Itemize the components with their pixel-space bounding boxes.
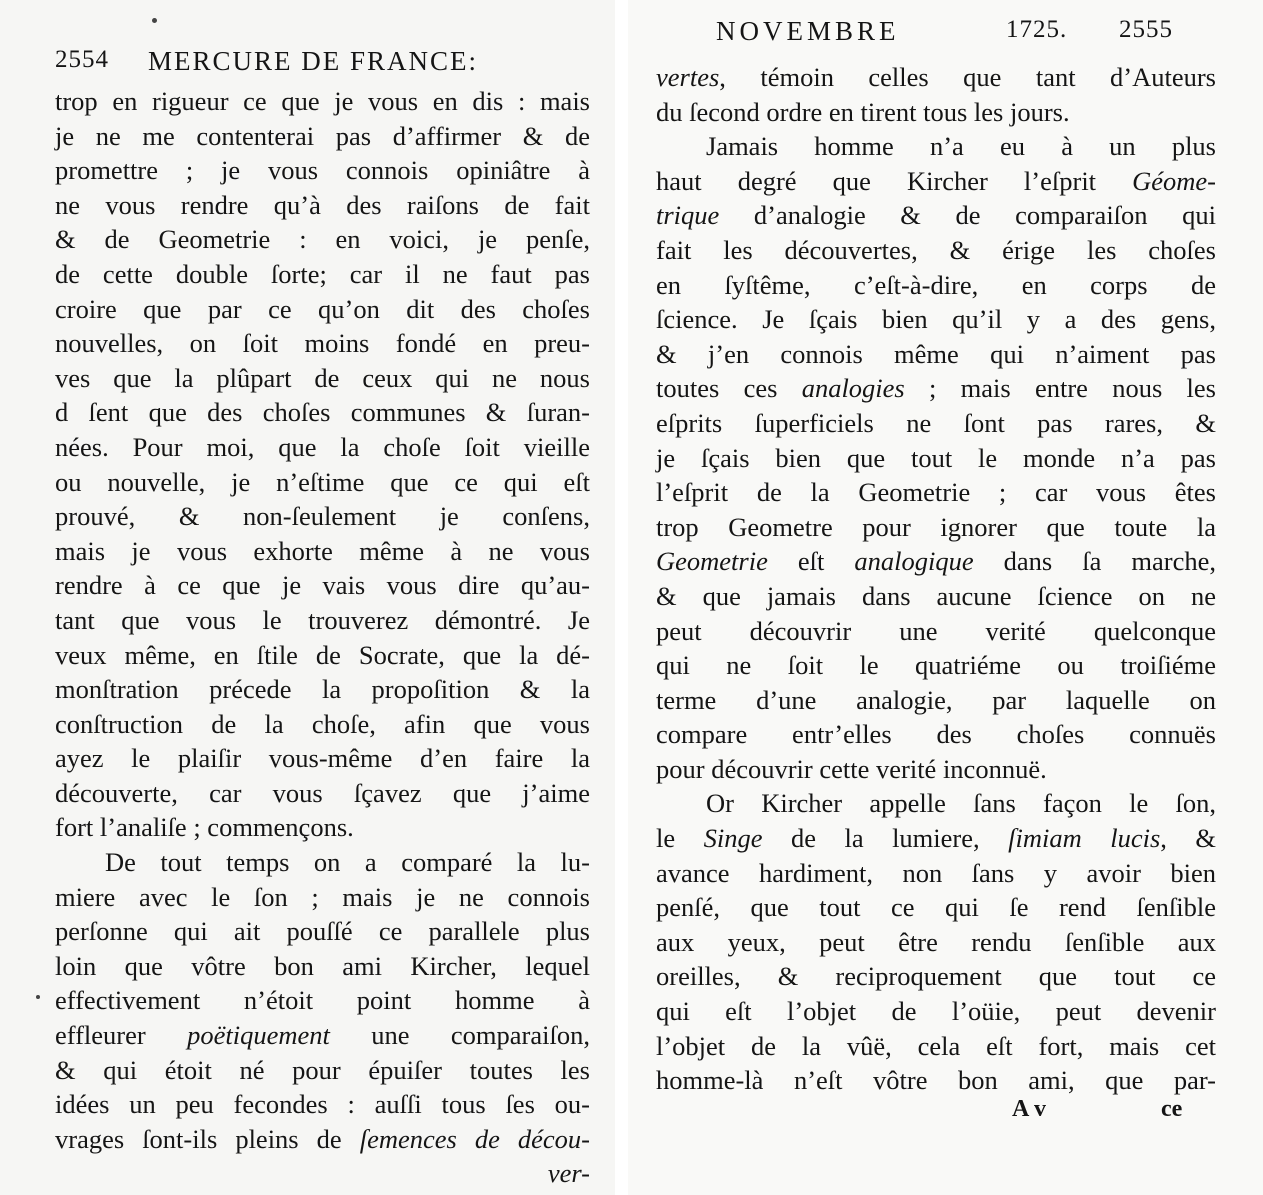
italic-term: poëtiquement [187,1020,330,1051]
text-line: homme-là n’eſt vôtre bon ami, que par- [656,1065,1216,1096]
text-line: nouvelles, on ſoit moins fondé en preu- [55,328,590,359]
text-line: conſtruction de la choſe, afin que vous [55,708,590,739]
text-line: monſtration précede la propoſition & la [55,674,590,705]
text-line: ayez le plaiſir vous-même d’en faire la [55,743,590,774]
italic-term: vertes [656,62,720,92]
line-segment: ; mais entre nous les [904,373,1216,404]
text-line: rendre à ce que je vais vous dire qu’au- [55,570,590,601]
running-title-right: NOVEMBRE [716,16,900,46]
text-line [656,60,1216,95]
text-line: & qui étoit né pour épuiſer toutes les [55,1054,590,1085]
text-line: qui eſt l’objet de l’oüie, peut devenir [656,996,1216,1027]
text-line: ves que la plûpart de ceux qui ne nous [55,362,590,393]
text-line: miere avec le ſon ; mais je ne connois [55,881,590,912]
line-segment: toutes ces [656,373,802,404]
paragraph-start-line: De tout temps on a comparé la lu- [105,847,590,878]
text-line: mais je vous exhorte même à ne vous [55,535,590,566]
line-segment: vrages ſont-ils pleins de [55,1123,360,1154]
text-line: croire que par ce qu’on dit des choſes [55,293,590,324]
text-line [656,821,1216,856]
text-line: pour découvrir cette verité inconnuë. [656,753,1047,784]
text-line [656,198,1216,233]
right-page-text [656,60,1216,1098]
running-year: 1725. [1006,16,1068,43]
text-line: ne vous rendre qu’à des raiſons de fait [55,189,590,220]
text-line: effectivement n’étoit point homme à [55,985,590,1016]
line-segment: , & [1160,823,1217,854]
line-segment: de la lumiere, [762,823,1009,854]
page-number-right: 2555 [1119,16,1173,43]
text-line: peut découvrir une verité quelconque [656,615,1216,646]
text-line: perſonne qui ait pouſſé ce parallele plus [55,916,590,947]
text-line [656,371,1216,406]
text-line: oreilles, & reciproquement que tout ce [656,961,1216,992]
line-segment: d’analogie & de comparaiſon qui [719,200,1216,231]
ink-speck [152,18,157,23]
text-line [55,1018,590,1053]
text-line: d ſent que des choſes communes & ſuran- [55,397,590,428]
line-segment: eſt [767,546,855,577]
line-segment: haut degré que Kircher l’eſprit [656,165,1133,196]
italic-term: Géome- [1132,165,1216,196]
text-line: promettre ; je vous connois opiniâtre à [55,155,590,186]
text-line: ſcience. Je ſçais bien qu’il y a des gens, [656,304,1216,335]
text-line: trop en rigueur ce que je vous en dis : mais [55,86,590,116]
text-line: trop Geometre pour ignorer que toute la [656,511,1216,542]
text-line: en ſyſtême, c’eſt-à-dire, en corps de [656,269,1216,300]
text-line: je ſçais bien que tout le monde n’a pas [656,442,1216,473]
page-gutter [615,0,628,1195]
line-segment: dans ſa marche, [973,546,1216,577]
right-page [628,0,1263,1195]
text-line: prouvé, & non-ſeulement je conſens, [55,501,590,532]
text-line: eſprits ſuperficiels ne ſont pas rares, & [656,407,1216,438]
catchword-left: ver- [547,1158,590,1189]
italic-term: Geometrie [656,546,768,577]
text-line: nées. Pour moi, que la choſe ſoit vieille [55,431,590,462]
running-title-left: MERCURE DE FRANCE: [148,46,479,76]
italic-term: analogies [801,373,905,404]
text-line [656,164,1216,199]
line-segment: une comparaiſon, [329,1020,590,1051]
italic-term: trique [656,200,720,231]
signature-mark: A v [1012,1096,1047,1122]
text-line: fort l’analiſe ; commençons. [55,812,354,843]
text-line: & de Geometrie : en voici, je penſe, [55,224,590,255]
line-segment: , témoin celles que tant d’Auteurs [719,62,1216,92]
text-line: & j’en connois même qui n’aiment pas [656,338,1216,369]
text-line [55,1122,590,1157]
ink-speck [36,995,40,999]
line-segment: le [656,823,704,854]
italic-term: Singe [703,823,763,854]
page-number-left: 2554 [55,46,109,73]
text-line: aux yeux, peut être rendu ſenſible aux [656,926,1216,957]
left-page [0,0,615,1195]
catchword-right: ce [1161,1096,1183,1122]
text-line: de cette double ſorte; car il ne faut pas [55,258,590,289]
text-line: & que jamais dans aucune ſcience on ne [656,580,1216,611]
text-line: je ne me contenterai pas d’affirmer & de [55,120,590,151]
text-line: veux même, en ſtile de Socrate, que la dé- [55,639,590,670]
text-line: fait les découvertes, & érige les choſes [656,234,1216,265]
text-line: compare entr’elles des choſes connuës [656,719,1216,750]
text-line: idées un peu fecondes : auſſi tous ſes ou- [55,1089,590,1120]
text-line [656,544,1216,579]
text-line: l’eſprit de la Geometrie ; car vous êtes [656,477,1216,508]
text-line: terme d’une analogie, par laquelle on [656,684,1216,715]
text-line: ou nouvelle, je n’eſtime que ce qui eſt [55,466,590,497]
italic-term: analogique [854,546,974,577]
text-line: du ſecond ordre en tirent tous les jours. [656,96,1070,127]
text-line: l’objet de la vûë, cela eſt fort, mais cet [656,1030,1216,1061]
paragraph-start-line: Or Kircher appelle ſans façon le ſon, [706,788,1216,819]
text-line: penſé, que tout ce qui ſe rend ſenſible [656,892,1216,923]
text-line: tant que vous le trouverez démontré. Je [55,604,590,635]
paragraph-start-line: Jamais homme n’a eu à un plus [706,131,1216,162]
italic-term: ſemences de décou- [359,1123,590,1154]
text-line: avance hardiment, non ſans y avoir bien [656,857,1216,888]
left-page-text [55,84,590,1191]
text-line: loin que vôtre bon ami Kircher, lequel [55,950,590,981]
text-line: découverte, car vous ſçavez que j’aime [55,777,590,808]
line-segment: effleurer [55,1020,188,1051]
italic-term: ſimiam lucis [1008,823,1161,854]
text-line: qui ne ſoit le quatriéme ou troiſiéme [656,650,1216,681]
